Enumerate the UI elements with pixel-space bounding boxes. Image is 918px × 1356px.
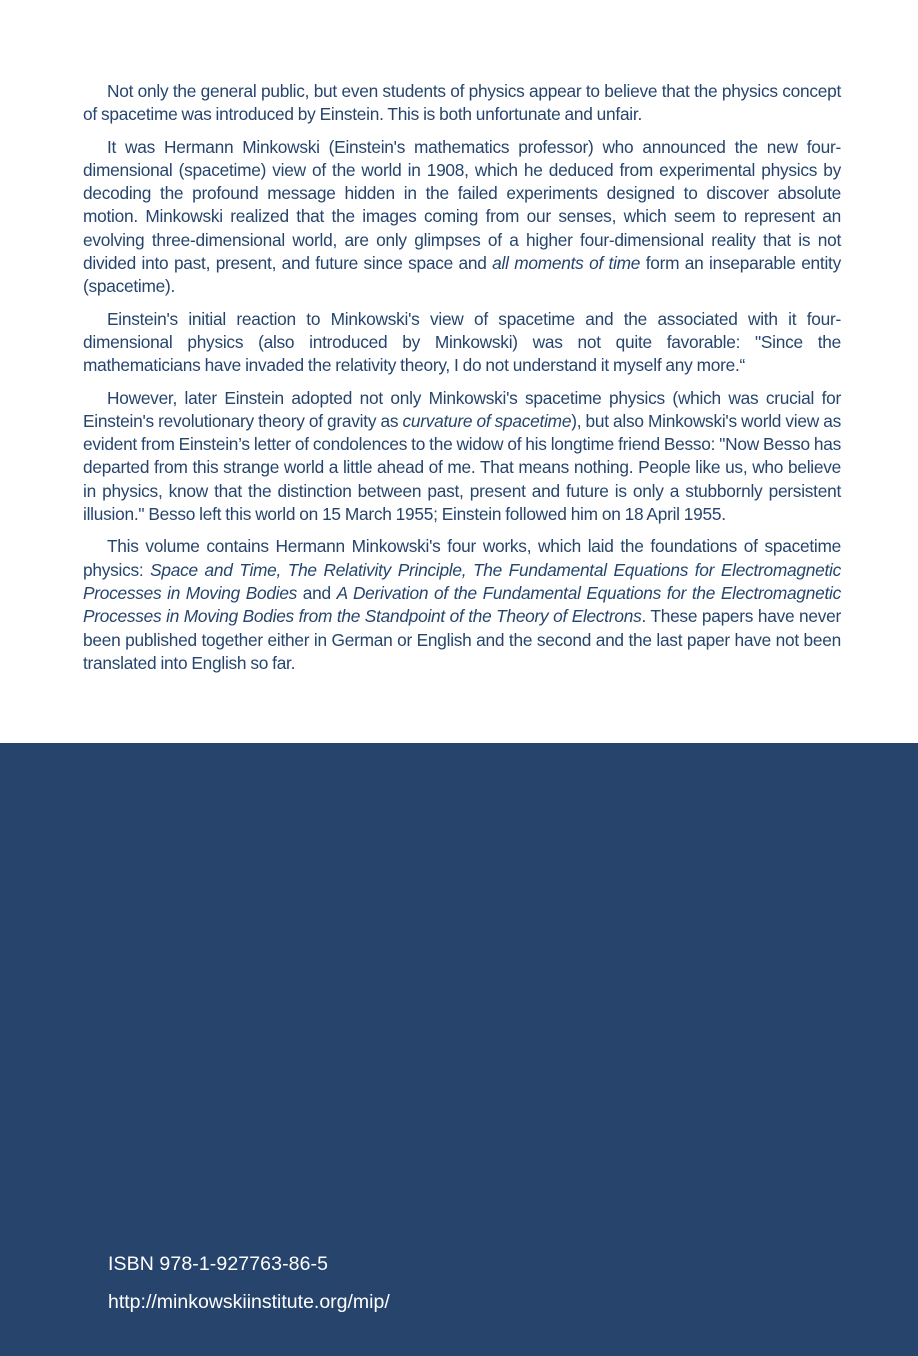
blurb-paragraph-2-emphasis: all moments of time bbox=[492, 253, 641, 274]
blurb-paragraph-3 bbox=[83, 308, 841, 378]
blurb-paragraph-1 bbox=[83, 80, 841, 127]
blurb-paragraph-5-text-c: . These papers have never been published together either in German or English and the second and the last paper have not been translated into English so far. bbox=[83, 606, 841, 673]
blurb-paragraph-5-text-a: This volume contains Hermann Minkowski's four works, which laid the foundations of spacetime physics: bbox=[83, 536, 841, 580]
blurb-paragraph-2-text-a: It was Hermann Minkowski (Einstein's mathematics professor) who announced the new four-dimensional (spacetime) view of the world in 1908, which he deduced from experimental physics by decoding the profound message hidden in the failed experiments designed to discover absolute motion. Minkowski realized that the images coming from our senses, which seem to represent an evolving three-dimensional world, are only glimpses of a higher four-dimensional reality that is not divided into past, present, and future since space and bbox=[83, 136, 841, 274]
blurb-paragraph-1-text: Not only the general public, but even students of physics appear to believe that the physics concept of spacetime was introduced by Einstein. This is both unfortunate and unfair. bbox=[83, 81, 841, 125]
blurb-paragraph-5-work-title-last: A Derivation of the Fundamental Equations for the Electromagnetic Processes in Moving Bodies from the Standpoint of the Theory of Electrons bbox=[83, 582, 841, 627]
publisher-url: http://minkowskiinstitute.org/mip/ bbox=[108, 1291, 390, 1313]
blurb-paragraph-5-work-titles: Space and Time, The Relativity Principle, The Fundamental Equations for Electromagnetic Processes in Moving Bodies bbox=[83, 559, 842, 603]
isbn-number: ISBN 978-1-927763-86-5 bbox=[108, 1253, 329, 1275]
blurb-paragraph-5 bbox=[83, 535, 841, 675]
blurb-paragraph-4-text-b: ), but also Minkowski's world view as evident from Einstein’s letter of condolences to the widow of his longtime friend Besso: "Now Besso has departed from this strange world a little ahead of me. That means nothing. People like us, who believe in physics, know that the distinction between past, present and future is only a stubbornly persistent illusion." Besso left this world on 15 March 1955; Einstein followed him on 18 April 1955. bbox=[83, 410, 841, 525]
blurb-paragraph-4-emphasis: curvature of spacetime bbox=[402, 410, 572, 431]
blurb-paragraph-2 bbox=[83, 136, 841, 299]
blurb-paragraph-3-text: Einstein's initial reaction to Minkowski's view of spacetime and the associated with it four-dimensional physics (also introduced by Minkowski) was not quite favorable: "Since the mathematicians have invaded the relativity theory, I do not understand it myself any more.“ bbox=[83, 308, 841, 376]
blurb-paragraph-4 bbox=[83, 387, 841, 527]
blurb-paragraph-2-text-b: form an inseparable entity (spacetime). bbox=[83, 253, 841, 297]
blurb-paragraph-4-text-a: However, later Einstein adopted not only Minkowski's spacetime physics (which was crucial for Einstein's revolutionary theory of gravity as bbox=[83, 387, 841, 431]
blurb-paragraph-5-text-b: and bbox=[297, 582, 337, 603]
back-cover-blurb bbox=[83, 80, 841, 684]
